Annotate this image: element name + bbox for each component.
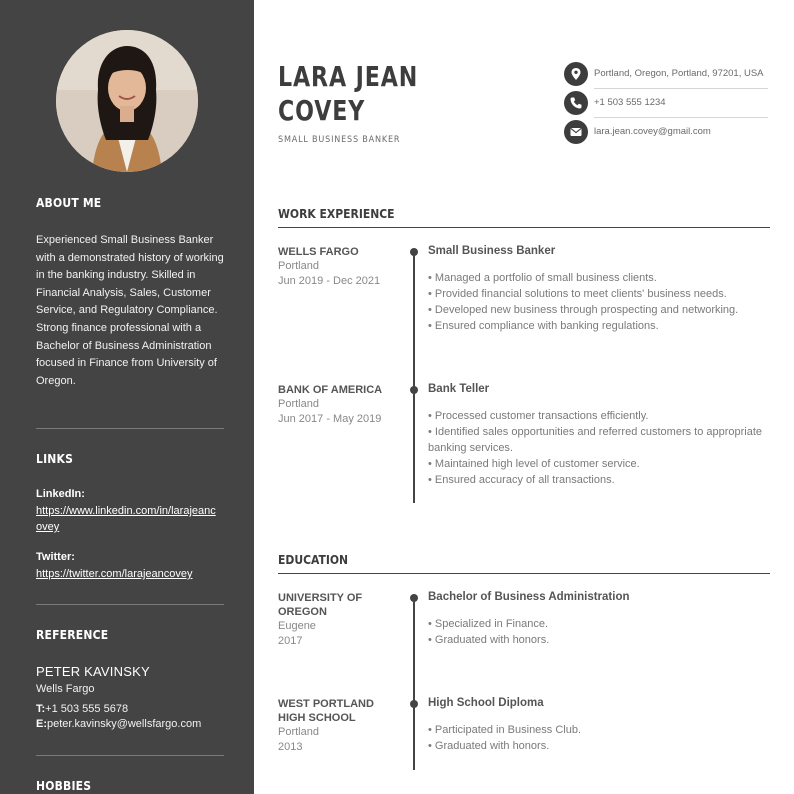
section-rule (278, 573, 770, 574)
profile-photo (56, 30, 198, 172)
timeline-dot (410, 594, 418, 602)
hobbies-heading: HOBBIES (36, 779, 92, 793)
portrait-illustration (56, 30, 198, 172)
links-heading: LINKS (36, 452, 74, 466)
linkedin-label: LinkedIn: (36, 488, 85, 500)
job-location: Portland (278, 398, 319, 410)
bullet-item: • Provided financial solutions to meet clients' business needs. (428, 288, 727, 300)
timeline-line (413, 598, 415, 770)
job-company: BANK OF AMERICA (278, 384, 383, 396)
job-company: WELLS FARGO (278, 246, 359, 258)
address-text: Portland, Oregon, Portland, 97201, USA (594, 68, 764, 79)
edu-degree: Bachelor of Business Administration (428, 591, 630, 603)
education-heading: EDUCATION (278, 553, 349, 567)
work-experience-heading: WORK EXPERIENCE (278, 207, 395, 221)
person-name (278, 60, 418, 128)
divider (36, 755, 224, 756)
edu-year: 2013 (278, 741, 303, 753)
sidebar (0, 0, 254, 794)
edu-bullets (428, 616, 773, 648)
location-pin-icon (564, 62, 588, 86)
section-rule (278, 227, 770, 228)
job-dates: Jun 2017 - May 2019 (278, 413, 382, 425)
twitter-label: Twitter: (36, 551, 75, 563)
divider (36, 428, 224, 429)
job-location: Portland (278, 260, 319, 272)
bullet-item: • Graduated with honors. (428, 740, 550, 752)
timeline-dot (410, 700, 418, 708)
bullet-item: • Ensured accuracy of all transactions. (428, 474, 615, 486)
bullet-item: • Processed customer transactions efficiently. (428, 410, 649, 422)
reference-email-label: E: (36, 718, 47, 730)
edu-school: WEST PORTLAND HIGH SCHOOL (278, 698, 374, 724)
bullet-item: • Developed new business through prospecting and networking. (428, 304, 739, 316)
bullet-item: • Ensured compliance with banking regulations. (428, 320, 659, 332)
contact-email (564, 120, 769, 144)
edu-location: Portland (278, 726, 319, 738)
twitter-link[interactable]: https://twitter.com/larajeancovey (36, 568, 193, 580)
phone-icon (564, 91, 588, 115)
bullet-item: • Identified sales opportunities and referred customers to appropriate banking services. (428, 426, 763, 454)
bullet-item: • Participated in Business Club. (428, 724, 582, 736)
edu-school: UNIVERSITY OF OREGON (278, 592, 363, 618)
reference-email-value: peter.kavinsky@wellsfargo.com (47, 718, 202, 730)
bullet-item: • Specialized in Finance. (428, 618, 549, 630)
bullet-item: • Graduated with honors. (428, 634, 550, 646)
reference-email (36, 718, 201, 730)
job-role: Small Business Banker (428, 245, 556, 257)
reference-phone-label: T: (36, 703, 46, 715)
reference-company: Wells Fargo (36, 683, 95, 695)
linkedin-link[interactable]: https://www.linkedin.com/in/larajeancovey (36, 505, 216, 533)
contact-phone (564, 91, 769, 115)
about-heading: ABOUT ME (36, 196, 102, 210)
timeline-line (413, 252, 415, 503)
job-title: SMALL BUSINESS BANKER (278, 135, 401, 145)
job-dates: Jun 2019 - Dec 2021 (278, 275, 381, 287)
edu-location: Eugene (278, 620, 316, 632)
reference-name: PETER KAVINSKY (36, 664, 150, 679)
divider (594, 117, 768, 118)
envelope-icon (564, 120, 588, 144)
edu-bullets (428, 722, 773, 754)
job-role: Bank Teller (428, 383, 490, 395)
bullet-item: • Managed a portfolio of small business clients. (428, 272, 657, 284)
divider (594, 88, 768, 89)
divider (36, 604, 224, 605)
reference-heading: REFERENCE (36, 628, 109, 642)
contact-address (564, 62, 769, 86)
timeline-dot (410, 386, 418, 394)
edu-degree: High School Diploma (428, 697, 544, 709)
last-name: COVEY (278, 94, 366, 127)
first-name: LARA JEAN (278, 60, 419, 93)
timeline-dot (410, 248, 418, 256)
about-text: Experienced Small Business Banker with a demonstrated history of working in the banking industry. Skilled in Financial Analysis, Sales, Customer Service, and Regulatory Compliance. Strong finance professional with a Bachelor of Business Administration focused in Finance from University of Oregon. (36, 234, 224, 387)
edu-year: 2017 (278, 635, 303, 647)
phone-text: +1 503 555 1234 (594, 97, 666, 108)
reference-phone (36, 703, 128, 715)
bullet-item: • Maintained high level of customer service. (428, 458, 640, 470)
job-bullets (428, 408, 773, 488)
job-bullets (428, 270, 773, 334)
reference-phone-value: +1 503 555 5678 (45, 703, 129, 715)
email-text[interactable]: lara.jean.covey@gmail.com (594, 126, 711, 137)
